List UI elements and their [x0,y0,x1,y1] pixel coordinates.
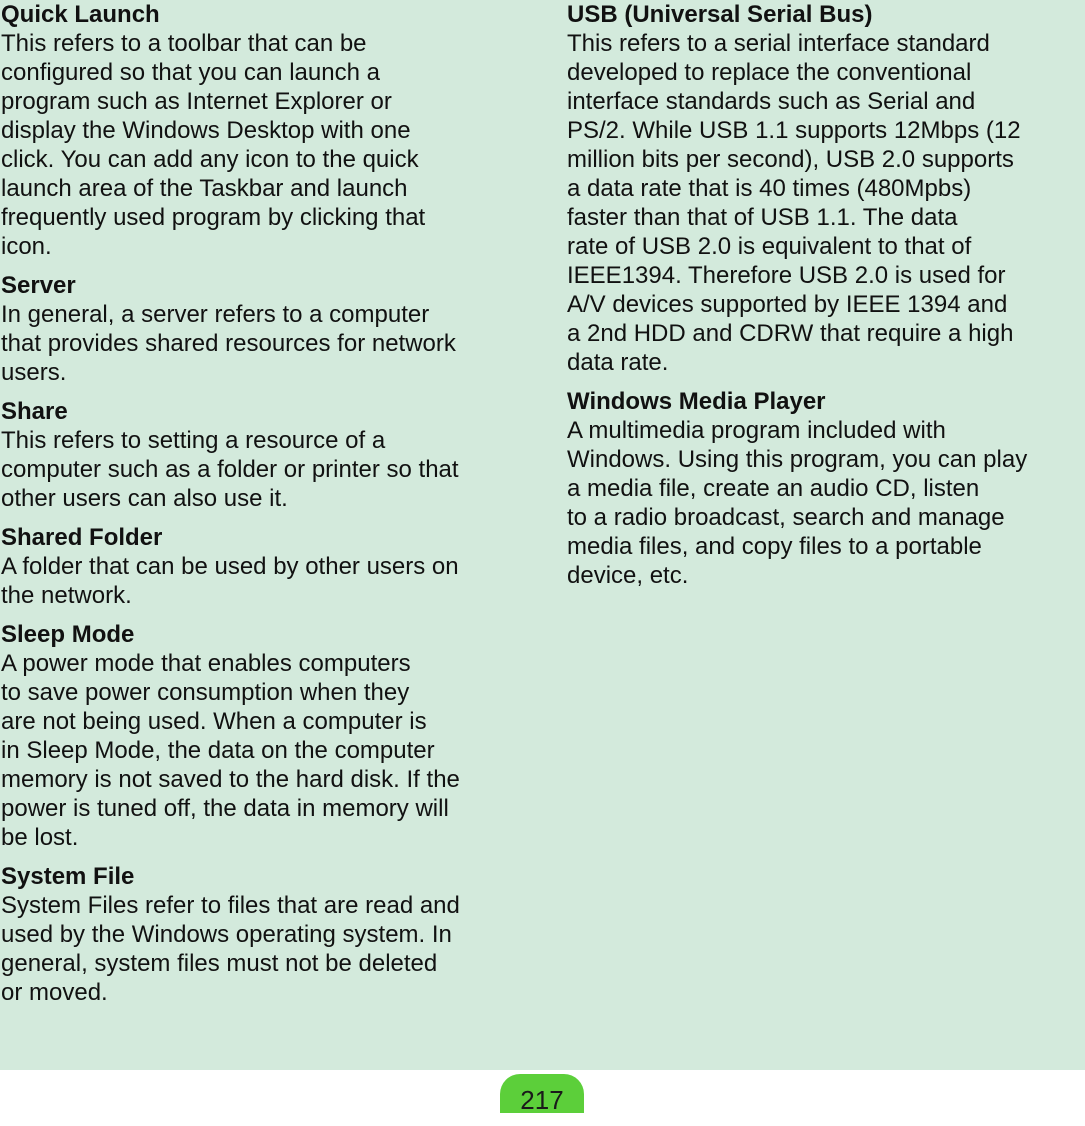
term-definition: A folder that can be used by other users on the network. [1,553,459,609]
term-definition: System Files refer to files that are read and used by the Windows operating system. In general, system files must not be deleted or moved. [1,892,460,1006]
page-number-tab [500,1074,584,1113]
glossary-entry-system-file [1,862,531,1007]
glossary-entry-share [1,397,531,513]
glossary-entry-usb [567,0,1085,377]
term-heading: Share [1,398,68,425]
term-heading: USB (Universal Serial Bus) [567,1,873,28]
term-heading: Server [1,272,76,299]
glossary-entry-sleep-mode [1,620,531,852]
glossary-entry-quick-launch [1,0,531,261]
glossary-entry-windows-media-player [567,387,1085,590]
glossary-entry-shared-folder [1,523,531,610]
term-heading: Sleep Mode [1,621,135,648]
term-definition: This refers to setting a resource of a computer such as a folder or printer so that other users can also use it. [1,427,459,512]
term-heading: Shared Folder [1,524,163,551]
term-definition: In general, a server refers to a computer that provides shared resources for network users. [1,301,456,386]
term-heading: System File [1,863,135,890]
term-definition: A power mode that enables computers to save power consumption when they are not being used. When a computer is in Sleep Mode, the data on the computer memory is not saved to the hard disk. If the power is tuned off, the data in memory will be lost. [1,650,460,851]
term-definition: This refers to a serial interface standard developed to replace the conventional interface standards such as Serial and PS/2. While USB 1.1 supports 12Mbps (12 million bits per second), USB 2.0 supports a data rate that is 40 times (480Mpbs) faster than that of USB 1.1. The data rate of USB 2.0 is equivalent to that of IEEE1394. Therefore USB 2.0 is used for A/V devices supported by IEEE 1394 and a 2nd HDD and CDRW that require a high data rate. [567,30,1021,376]
glossary-entry-server [1,271,531,387]
term-heading: Windows Media Player [567,388,826,415]
term-definition: This refers to a toolbar that can be configured so that you can launch a program such as Internet Explorer or display the Windows Desktop with one click. You can add any icon to the quick launch area of the Taskbar and launch frequently used program by clicking that icon. [1,30,426,260]
page-number: 217 [520,1085,564,1115]
glossary-left-column [1,0,531,1007]
term-definition: A multimedia program included with Windows. Using this program, you can play a media file, create an audio CD, listen to a radio broadcast, search and manage media files, and copy files to a portable device, etc. [567,417,1028,589]
term-heading: Quick Launch [1,1,160,28]
glossary-right-column [567,0,1085,590]
